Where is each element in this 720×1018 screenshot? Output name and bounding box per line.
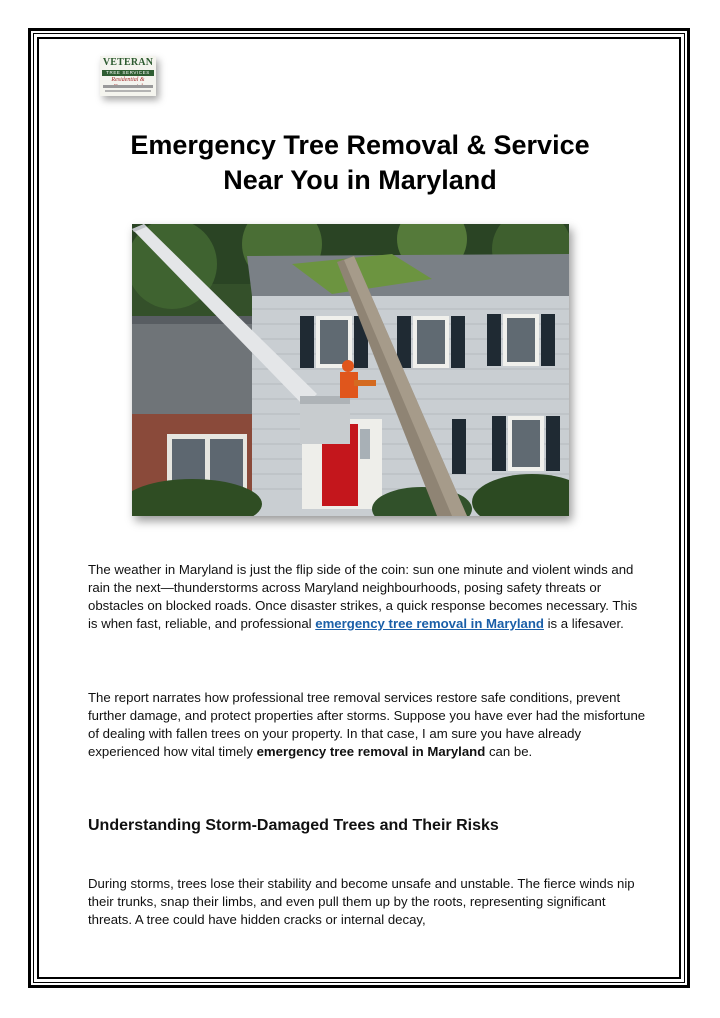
paragraph-storms [88,875,648,929]
paragraph-report-after: can be. [485,744,533,759]
logo-fine-print [103,85,153,88]
veteran-tree-services-logo [100,56,156,96]
paragraph-report-bold: emergency tree removal in Maryland [256,744,486,759]
paragraph-intro [88,561,648,633]
paragraph-report-text: The report narrates how professional tree removal services restore safe conditions, prevent further damage, and protect properties after storms. Suppose you have ever had the misfortune of dealing with fallen trees on your property. In that case, I am sure you have already experienced how vital timely [88,690,646,759]
tree-removal-photo [132,224,569,516]
title-line-2: Near You in Maryland [223,165,497,195]
paragraph-report [88,689,648,761]
house-scene-illustration [132,224,569,516]
page-title [90,128,630,198]
paragraph-storms-text: During storms, trees lose their stability and become unsafe and unstable. The fierce winds nip their trunks, snap their limbs, and even pull them up by the roots, representing significant threats. A tree could have hidden cracks or internal decay, [88,876,635,927]
paragraph-intro-text: The weather in Maryland is just the flip side of the coin: sun one minute and violent winds and rain the next—thunderstorms across Maryland neighbourhoods, posing safety threats or obstacles on blocked roads. Once disaster strikes, a quick response becomes necessary. This is when fast, reliable, and professional [88,562,638,631]
title-line-1: Emergency Tree Removal & Service [130,130,590,160]
logo-brand: VETERAN [102,57,154,68]
logo-subtitle: Residential & [111,77,145,83]
logo-fine-print-2 [105,90,151,92]
emergency-tree-removal-link[interactable]: emergency tree removal in Maryland [315,616,544,631]
section-heading: Understanding Storm-Damaged Trees and Their Risks [88,817,499,834]
paragraph-intro-after: is a lifesaver. [543,616,624,631]
logo-band: TREE SERVICES [102,70,154,76]
